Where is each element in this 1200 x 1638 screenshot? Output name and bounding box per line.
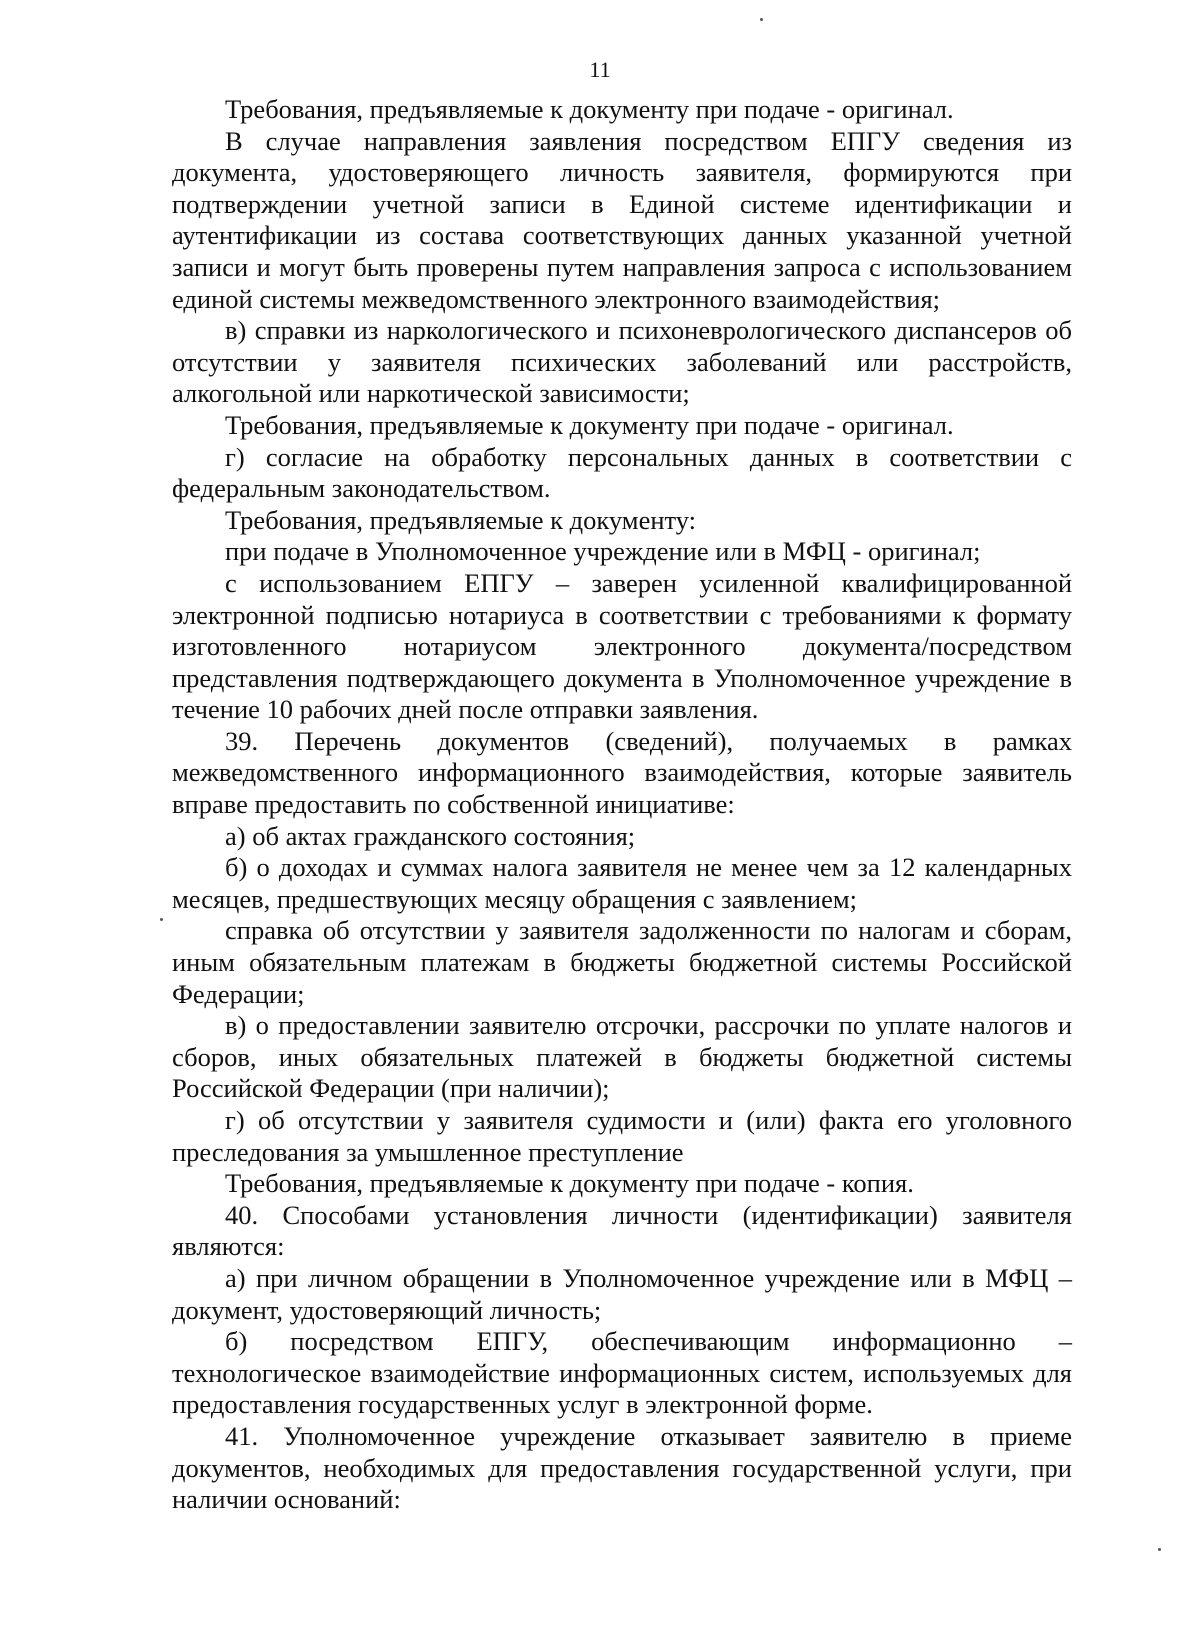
paragraph: при подаче в Уполномоченное учреждение или в МФЦ - оригинал; <box>225 536 981 567</box>
paragraph: с использованием ЕПГУ – заверен усиленной квалифицированной электронной подписью нотариуса в соответствии с требованиями к формату изготовленного нотариусом электронного документа/посредством представления подтверждающего документа в Уполномоченное учреждение в течение 10 рабочих дней после отправки заявления. <box>172 567 1072 725</box>
page-number: 11 <box>589 57 611 82</box>
paragraph: г) об отсутствии у заявителя судимости и (или) факта его уголовного преследования за умышленное преступление <box>172 1105 1072 1167</box>
paragraph: 39. Перечень документов (сведений), получаемых в рамках межведомственного информационного взаимодействия, которые заявитель вправе предоставить по собственной инициативе: <box>172 725 1072 820</box>
paragraph: Требования, предъявляемые к документу при подаче - копия. <box>225 1168 914 1199</box>
document-body <box>172 94 1072 1516</box>
paragraph: справка об отсутствии у заявителя задолженности по налогам и сборам, иным обязательным платежам в бюджеты бюджетной системы Российской Федерации; <box>172 915 1072 1009</box>
paragraph: Требования, предъявляемые к документу при подаче - оригинал. <box>225 94 954 124</box>
paragraph: в) справки из наркологического и психоневрологического диспансеров об отсутствии у заявителя психических заболеваний или расстройств, алкогольной или наркотической зависимости; <box>172 315 1072 409</box>
scan-speck <box>1158 1548 1161 1551</box>
paragraph: В случае направления заявления посредством ЕПГУ сведения из документа, удостоверяющего личность заявителя, формируются при подтверждении учетной записи в Единой системе идентификации и аутентификации из состава соответствующих данных указанной учетной записи и могут быть проверены путем направления запроса с использованием единой системы межведомственного электронного взаимодействия; <box>172 125 1072 314</box>
paragraph: а) об актах гражданского состояния; <box>225 820 636 851</box>
paragraph: Требования, предъявляемые к документу: <box>225 504 697 535</box>
paragraph: в) о предоставлении заявителю отсрочки, рассрочки по уплате налогов и сборов, иных обязательных платежей в бюджеты бюджетной системы Российской Федерации (при наличии); <box>172 1010 1072 1104</box>
paragraph: Требования, предъявляемые к документу при подаче - оригинал. <box>225 409 954 440</box>
paragraph: г) согласие на обработку персональных данных в соответствии с федеральным законодательством. <box>172 441 1072 504</box>
paragraph: 40. Способами установления личности (идентификации) заявителя являются: <box>172 1199 1072 1262</box>
scan-speck <box>160 918 163 921</box>
paragraph: б) посредством ЕПГУ, обеспечивающим информационно – технологическое взаимодействие информационных систем, используемых для предоставления государственных услуг в электронной форме. <box>172 1326 1072 1420</box>
paragraph: б) о доходах и суммах налога заявителя не менее чем за 12 календарных месяцев, предшествующих месяцу обращения с заявлением; <box>172 852 1072 914</box>
scan-speck <box>760 18 763 21</box>
paragraph: а) при личном обращении в Уполномоченное учреждение или в МФЦ – документ, удостоверяющий личность; <box>172 1262 1072 1325</box>
paragraph: 41. Уполномоченное учреждение отказывает заявителю в приеме документов, необходимых для предоставления государственной услуги, при наличии оснований: <box>172 1420 1072 1515</box>
